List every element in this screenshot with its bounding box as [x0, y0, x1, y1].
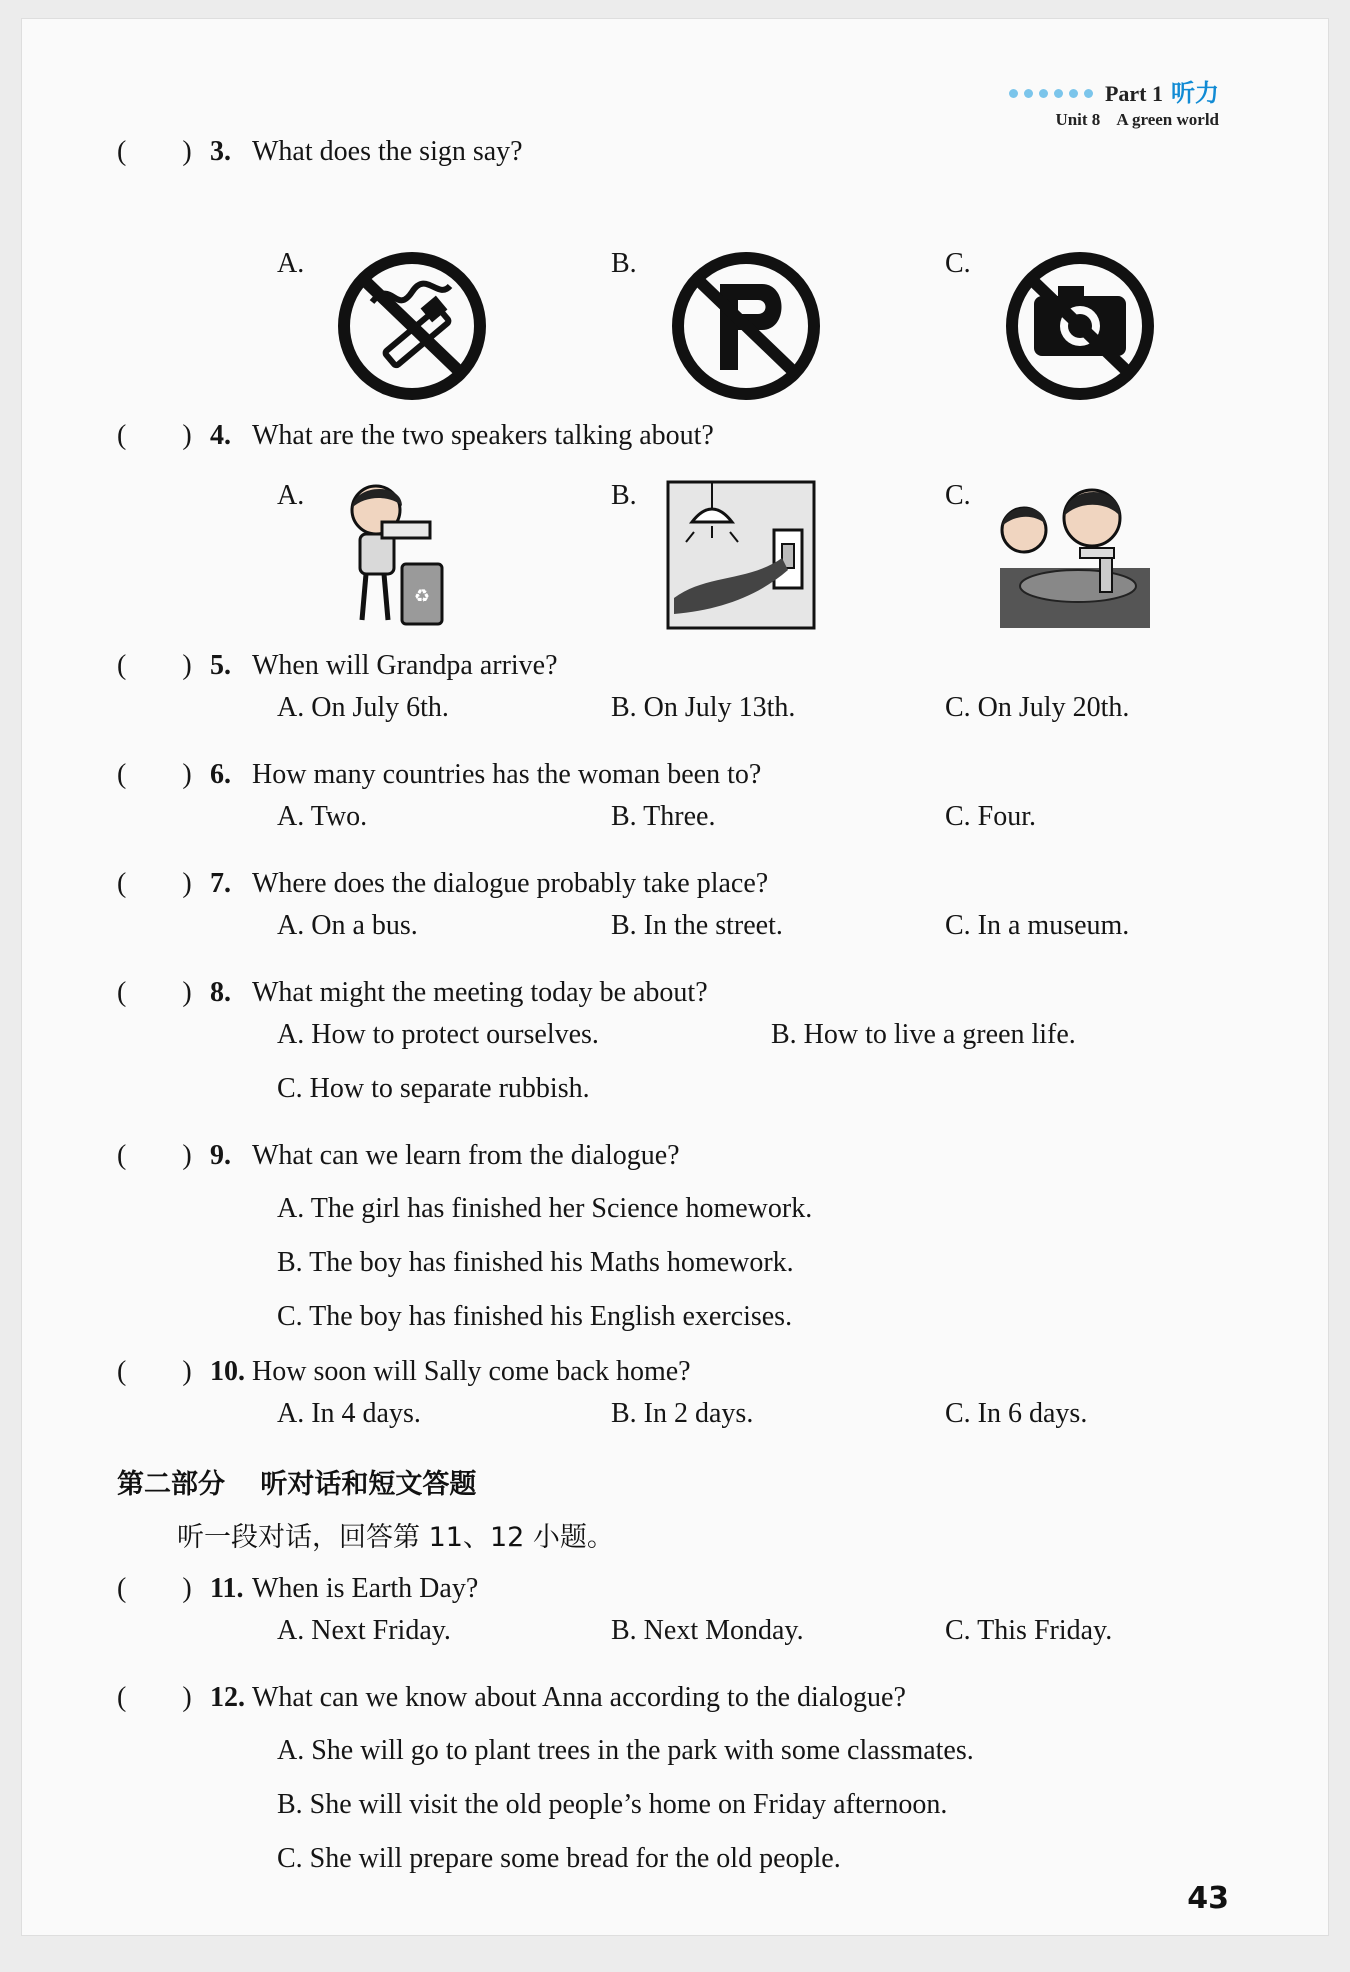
- no-parking-sign-icon: [666, 248, 836, 408]
- option-label: B.: [611, 248, 637, 279]
- option-b[interactable]: B. In 2 days.: [611, 1398, 754, 1429]
- question-text: How soon will Sally come back home?: [252, 1356, 691, 1387]
- question-number: 10.: [210, 1356, 245, 1387]
- question-12: [117, 1682, 1237, 1886]
- question-9: [117, 1140, 1237, 1344]
- question-text: How many countries has the woman been to?: [252, 759, 762, 790]
- question-text: When will Grandpa arrive?: [252, 650, 558, 681]
- recycling-boy-icon: [332, 480, 462, 630]
- option-label: A.: [277, 248, 305, 279]
- question-text: What does the sign say?: [252, 136, 523, 167]
- option-b[interactable]: B. How to live a green life.: [771, 1019, 1076, 1050]
- question-3: [117, 136, 1237, 168]
- option-c[interactable]: C. The boy has finished his English exercises.: [277, 1301, 793, 1332]
- question-6: [117, 759, 1237, 855]
- option-label: C.: [945, 480, 971, 511]
- option-b[interactable]: B. In the street.: [611, 910, 783, 941]
- question-text: Where does the dialogue probably take place?: [252, 868, 769, 899]
- option-c[interactable]: C. In 6 days.: [945, 1398, 1088, 1429]
- option-b-picture[interactable]: [611, 480, 871, 630]
- question-text: What might the meeting today be about?: [252, 977, 708, 1008]
- option-a[interactable]: A. The girl has finished her Science homework.: [277, 1193, 813, 1224]
- answer-blank[interactable]: ( ): [117, 1682, 192, 1713]
- question-text: What are the two speakers talking about?: [252, 420, 714, 451]
- option-a[interactable]: A. In 4 days.: [277, 1398, 421, 1429]
- option-b-picture[interactable]: [611, 248, 871, 398]
- option-a[interactable]: A. How to protect ourselves.: [277, 1019, 599, 1050]
- question-7: [117, 868, 1237, 964]
- question-4-picture-row: [277, 480, 1247, 630]
- header-part: Part 1: [1104, 81, 1163, 107]
- part-two-title: 第二部分: [117, 1469, 225, 1500]
- worksheet-page: [21, 18, 1329, 1936]
- option-a[interactable]: A. Next Friday.: [277, 1615, 451, 1646]
- answer-blank[interactable]: ( ): [117, 136, 192, 167]
- no-photography-sign-icon: [1000, 248, 1170, 408]
- option-a[interactable]: A. Two.: [277, 801, 368, 832]
- option-c[interactable]: C. How to separate rubbish.: [277, 1073, 590, 1104]
- answer-blank[interactable]: ( ): [117, 759, 192, 790]
- svg-text:♻: ♻: [413, 586, 431, 606]
- question-number: 7.: [210, 868, 231, 899]
- header-listening-label: 听力: [1171, 79, 1219, 107]
- option-a[interactable]: A. On a bus.: [277, 910, 418, 941]
- question-number: 5.: [210, 650, 231, 681]
- option-a[interactable]: A. She will go to plant trees in the park with some classmates.: [277, 1735, 974, 1766]
- question-4: [117, 420, 1237, 452]
- turning-off-light-icon: [666, 480, 816, 630]
- question-number: 6.: [210, 759, 231, 790]
- question-number: 12.: [210, 1682, 245, 1713]
- question-10: [117, 1356, 1237, 1452]
- option-c[interactable]: C. Four.: [945, 801, 1037, 832]
- option-label: A.: [277, 480, 305, 511]
- option-c[interactable]: C. She will prepare some bread for the old people.: [277, 1843, 841, 1874]
- option-a[interactable]: A. On July 6th.: [277, 692, 449, 723]
- option-a-picture[interactable]: [277, 480, 537, 630]
- option-a-picture[interactable]: [277, 248, 537, 398]
- no-smoking-sign-icon: [332, 248, 502, 408]
- question-text: What can we learn from the dialogue?: [252, 1140, 680, 1171]
- answer-blank[interactable]: ( ): [117, 420, 192, 451]
- unit-number: Unit 8: [1055, 109, 1101, 129]
- answer-blank[interactable]: ( ): [117, 650, 192, 681]
- part-two-subtitle: 听对话和短文答题: [260, 1469, 477, 1500]
- answer-blank[interactable]: ( ): [117, 1140, 192, 1171]
- answer-blank[interactable]: ( ): [117, 1573, 192, 1604]
- saving-water-icon: [1000, 480, 1150, 630]
- answer-blank[interactable]: ( ): [117, 868, 192, 899]
- option-b[interactable]: B. On July 13th.: [611, 692, 796, 723]
- option-c[interactable]: C. This Friday.: [945, 1615, 1113, 1646]
- option-c[interactable]: C. On July 20th.: [945, 692, 1130, 723]
- question-number: 9.: [210, 1140, 231, 1171]
- option-b[interactable]: B. Three.: [611, 801, 716, 832]
- page-header: [1009, 80, 1219, 129]
- question-11: [117, 1573, 1237, 1669]
- header-unit: [1009, 110, 1219, 130]
- question-number: 8.: [210, 977, 231, 1008]
- question-5: [117, 650, 1237, 746]
- option-b[interactable]: B. The boy has finished his Maths homework.: [277, 1247, 794, 1278]
- answer-blank[interactable]: ( ): [117, 977, 192, 1008]
- option-b[interactable]: B. Next Monday.: [611, 1615, 804, 1646]
- option-c-picture[interactable]: [945, 480, 1205, 630]
- question-text: When is Earth Day?: [252, 1573, 479, 1604]
- page-number: 43: [1187, 1881, 1229, 1916]
- option-c[interactable]: C. In a museum.: [945, 910, 1130, 941]
- question-text: What can we know about Anna according to the dialogue?: [252, 1682, 906, 1713]
- part-two-instructions: 听一段对话，回答第 11、12 小题。: [177, 1522, 614, 1553]
- option-b[interactable]: B. She will visit the old people’s home on Friday afternoon.: [277, 1789, 948, 1820]
- question-number: 3.: [210, 136, 231, 167]
- question-number: 11.: [210, 1573, 244, 1604]
- part-two-heading: [117, 1462, 476, 1501]
- answer-blank[interactable]: ( ): [117, 1356, 192, 1387]
- unit-title: A green world: [1116, 109, 1219, 129]
- decorative-dots-icon: [1009, 89, 1093, 98]
- header-top: [1009, 80, 1219, 108]
- option-label: C.: [945, 248, 971, 279]
- question-3-picture-row: [277, 248, 1247, 398]
- question-number: 4.: [210, 420, 231, 451]
- option-label: B.: [611, 480, 637, 511]
- question-8: [117, 977, 1237, 1127]
- option-c-picture[interactable]: [945, 248, 1205, 398]
